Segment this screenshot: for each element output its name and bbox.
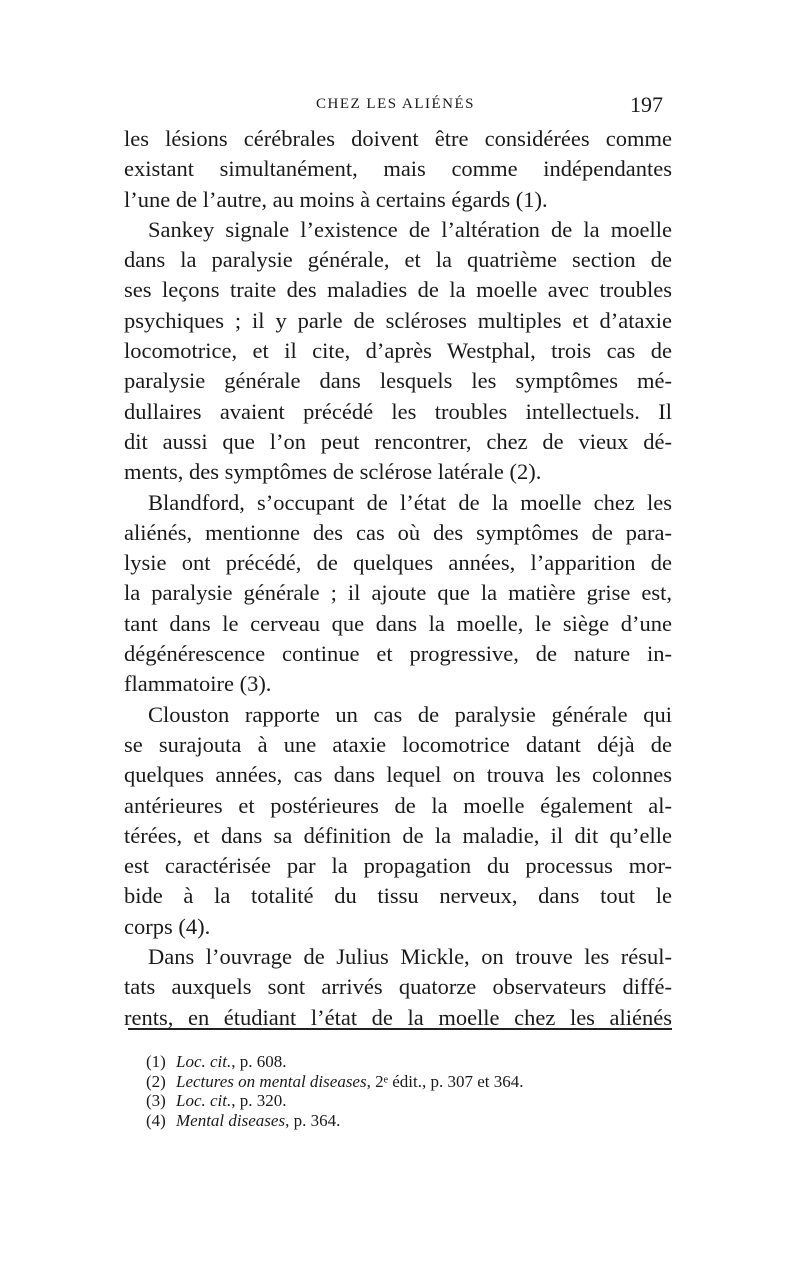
footnote-rest: , p. 320. bbox=[231, 1091, 287, 1110]
running-title: CHEZ LES ALIÉNÉS bbox=[316, 96, 475, 112]
footnote-divider bbox=[128, 1028, 672, 1030]
footnote-title: Lectures on mental diseases bbox=[176, 1071, 367, 1091]
text-line: aliénés, mentionne des cas où des symptômes de para- bbox=[124, 519, 672, 545]
footnote-3 bbox=[146, 1091, 686, 1111]
footnote-4 bbox=[146, 1111, 686, 1131]
text-line: ses leçons traite des maladies de la moelle avec troubles bbox=[124, 277, 672, 303]
footnote-number: (3) bbox=[146, 1091, 166, 1110]
text-line: psychiques ; il y parle de scléroses multiples et d’ataxie bbox=[124, 307, 672, 333]
footnote-rest: , p. 364. bbox=[285, 1110, 341, 1130]
footnote-2 bbox=[146, 1072, 686, 1092]
text-line: Dans l’ouvrage de Julius Mickle, on trouve les résul- bbox=[148, 944, 672, 970]
text-line: Clouston rapporte un cas de paralysie générale qui bbox=[148, 701, 672, 727]
text-line: Sankey signale l’existence de l’altération de la moelle bbox=[148, 216, 672, 242]
text-line: antérieures et postérieures de la moelle également al- bbox=[124, 792, 672, 818]
text-line: rents, en étudiant l’état de la moelle chez les aliénés bbox=[124, 1004, 672, 1030]
text-line: tant dans le cerveau que dans la moelle, le siège d’une bbox=[124, 610, 672, 636]
text-line: se surajouta à une ataxie locomotrice datant déjà de bbox=[124, 731, 672, 757]
text-line: lysie ont précédé, de quelques années, l’apparition de bbox=[124, 550, 672, 576]
text-line: Blandford, s’occupant de l’état de la moelle chez les bbox=[148, 489, 672, 515]
footnote-title: Loc. cit. bbox=[176, 1052, 232, 1071]
text-line: corps (4). bbox=[124, 913, 211, 939]
footnotes bbox=[146, 1052, 686, 1130]
text-line: quelques années, cas dans lequel on trouva les colonnes bbox=[124, 762, 672, 788]
body-text bbox=[124, 124, 672, 1033]
text-line: dégénérescence continue et progressive, de nature in- bbox=[124, 641, 672, 667]
page-number: 197 bbox=[630, 92, 663, 117]
footnote-number: (1) bbox=[146, 1052, 166, 1071]
text-line: la paralysie générale ; il ajoute que la matière grise est, bbox=[124, 580, 672, 606]
text-line: bide à la totalité du tissu nerveux, dans tout le bbox=[124, 883, 672, 909]
footnote-title: Loc. cit. bbox=[176, 1091, 232, 1110]
text-line: existant simultanément, mais comme indépendantes bbox=[124, 156, 672, 182]
text-line: flammatoire (3). bbox=[124, 671, 272, 697]
footnote-number: (2) bbox=[146, 1071, 166, 1091]
footnote-rest: , 2ᵉ édit., p. 307 et 364. bbox=[366, 1071, 524, 1091]
text-line: est caractérisée par la propagation du processus mor- bbox=[124, 853, 672, 879]
text-line: dit aussi que l’on peut rencontrer, chez de vieux dé- bbox=[124, 428, 672, 454]
footnote-title: Mental diseases bbox=[176, 1110, 286, 1130]
text-line: l’une de l’autre, au moins à certains égards (1). bbox=[124, 186, 548, 212]
text-line: locomotrice, et il cite, d’après Westphal, trois cas de bbox=[124, 338, 672, 364]
text-line: dans la paralysie générale, et la quatrième section de bbox=[124, 247, 672, 273]
text-line: ments, des symptômes de sclérose latérale (2). bbox=[124, 459, 542, 485]
page-header bbox=[0, 92, 800, 122]
footnote-rest: , p. 608. bbox=[231, 1052, 287, 1071]
text-line: dullaires avaient précédé les troubles intellectuels. Il bbox=[124, 398, 672, 424]
text-line: térées, et dans sa définition de la maladie, il dit qu’elle bbox=[124, 822, 672, 848]
footnote-1 bbox=[146, 1052, 686, 1072]
text-line: paralysie générale dans lesquels les symptômes mé- bbox=[124, 368, 672, 394]
text-line: les lésions cérébrales doivent être considérées comme bbox=[124, 126, 672, 151]
footnote-number: (4) bbox=[146, 1110, 166, 1130]
text-line: tats auxquels sont arrivés quatorze observateurs diffé- bbox=[124, 974, 672, 1000]
